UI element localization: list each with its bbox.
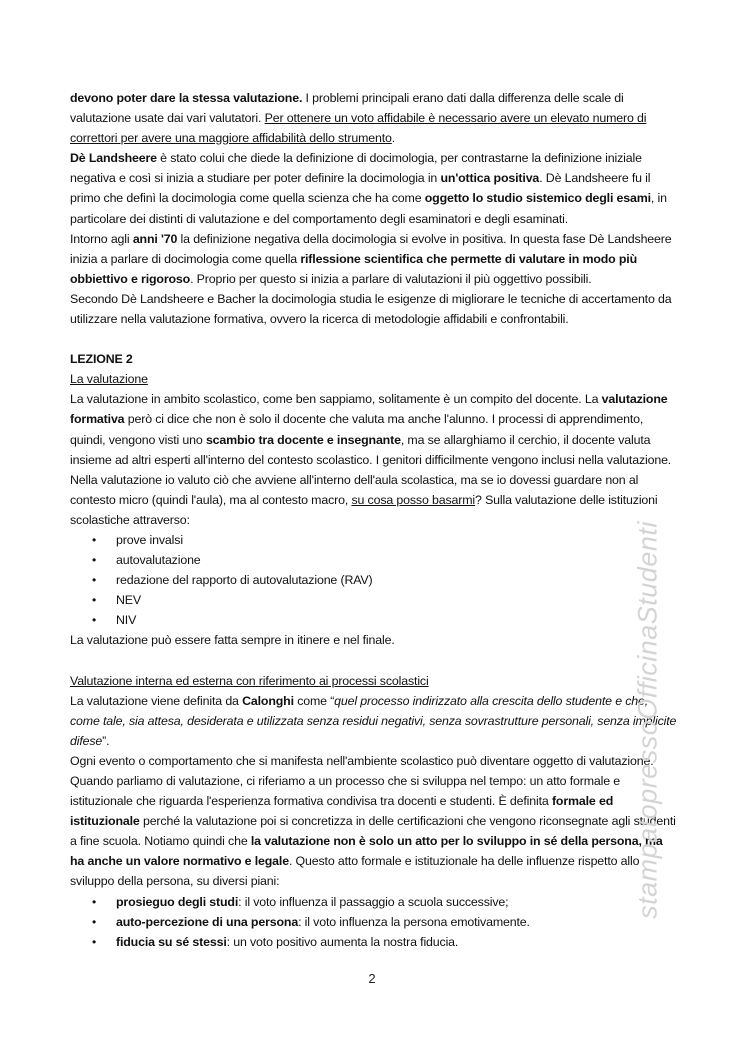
paragraph: Secondo Dè Landsheere e Bacher la docimologia studia le esigenze di migliorare le tecniche di accertamento da utilizzare nella valutazione formativa, ovvero la ricerca di metodologie affidabili e confrontabili. (70, 291, 672, 327)
list-item: • autovalutazione (70, 550, 680, 570)
list-item: • prosieguo degli studi: il voto influenza il passaggio a scuola successive; (70, 892, 680, 912)
paragraph: Dè Landsheere è stato colui che diede la definizione di docimologia, per contrastarne la definizione iniziale negativa e così si inizia a studiare per poter definire la docimologia in un'ottica positiva. Dè Landsheere fu il primo che definì la docimologia come quella scienza che ha come oggetto lo studio sistemico degli esami, in particolare dei distinti di valutazione e del comportamento degli esaminatori e degli esaminati. (70, 151, 667, 226)
page-number: 2 (368, 971, 376, 986)
bullet-list (70, 530, 680, 630)
watermark: stampatopressoOfficinaStudenti (632, 521, 663, 919)
bullet-list (70, 892, 680, 952)
spacer (70, 329, 680, 349)
paragraph: Ogni evento o comportamento che si manifesta nell'ambiente scolastico può diventare oggetto di valutazione. Quando parliamo di valutazione, ci riferiamo a un processo che si sviluppa nel tempo: un atto formale e istituzionale che riguarda l'esperienza formativa condivisa tra docenti e studenti. È definita formale ed istituzionale perché la valutazione poi si concretizza in delle certificazioni che vengono riconsegnate agli studenti a fine scuola. Notiamo quindi che la valutazione non è solo un atto per lo sviluppo in sé della persona, ma ha anche un valore normativo e legale. Questo atto formale e istituzionale ha delle influenze rispetto allo sviluppo della persona, su diversi piani: (70, 753, 676, 889)
paragraph: La valutazione in ambito scolastico, come ben sappiamo, solitamente è un compito del docente. La valutazione formativa però ci dice che non è solo il docente che valuta ma anche l'alunno. I processi di apprendimento, quindi, vengono visti uno scambio tra docente e insegnante, ma se allarghiamo il cerchio, il docente valuta insieme ad altri esperti all'interno del contesto scolastico. I genitori difficilmente vengono inclusi nella valutazione. (70, 392, 672, 467)
paragraph: La valutazione può essere fatta sempre in itinere e nel finale. (70, 633, 395, 648)
lesson-heading: LEZIONE 2 (70, 352, 133, 367)
list-item: • prove invalsi (70, 530, 680, 550)
list-item: • auto-percezione di una persona: il voto influenza la persona emotivamente. (70, 912, 680, 932)
list-item: • redazione del rapporto di autovalutazione (RAV) (70, 570, 680, 590)
list-item: • NIV (70, 610, 680, 630)
spacer (70, 651, 680, 671)
paragraph: Nella valutazione io valuto ciò che avviene all'interno dell'aula scolastica, ma se io dovessi guardare non al contesto micro (quindi l'aula), ma al contesto macro, su cosa posso basarmi? Sulla valutazione delle istituzioni scolastiche attraverso: (70, 472, 658, 527)
paragraph: devono poter dare la stessa valutazione. I problemi principali erano dati dalla differenza delle scale di valutazione usate dai vari valutatori. Per ottenere un voto affidabile è necessario avere un elevato numero di correttori per avere una maggiore affidabilità dello strumento. (70, 91, 647, 146)
paragraph: Intorno agli anni '70 la definizione negativa della docimologia si evolve in positiva. In questa fase Dè Landsheere inizia a parlare di docimologia come quella riflessione scientifica che permette di valutare in modo più obbiettivo e rigoroso. Proprio per questo si inizia a parlare di valutazioni il più oggettivo possibili. (70, 231, 672, 286)
list-item: • NEV (70, 590, 680, 610)
section-title: Valutazione interna ed esterna con riferimento ai processi scolastici (70, 673, 429, 688)
document-page (70, 88, 680, 952)
section-title: La valutazione (70, 372, 148, 387)
list-item: • fiducia su sé stessi: un voto positivo aumenta la nostra fiducia. (70, 932, 680, 952)
paragraph: La valutazione viene definita da Calonghi come “quel processo indirizzato alla crescita dello studente e che, come tale, sia attesa, desiderata e utilizzata senza residui negativi, senza sovrastrutture personali, senza implicite difese”. (70, 693, 677, 748)
